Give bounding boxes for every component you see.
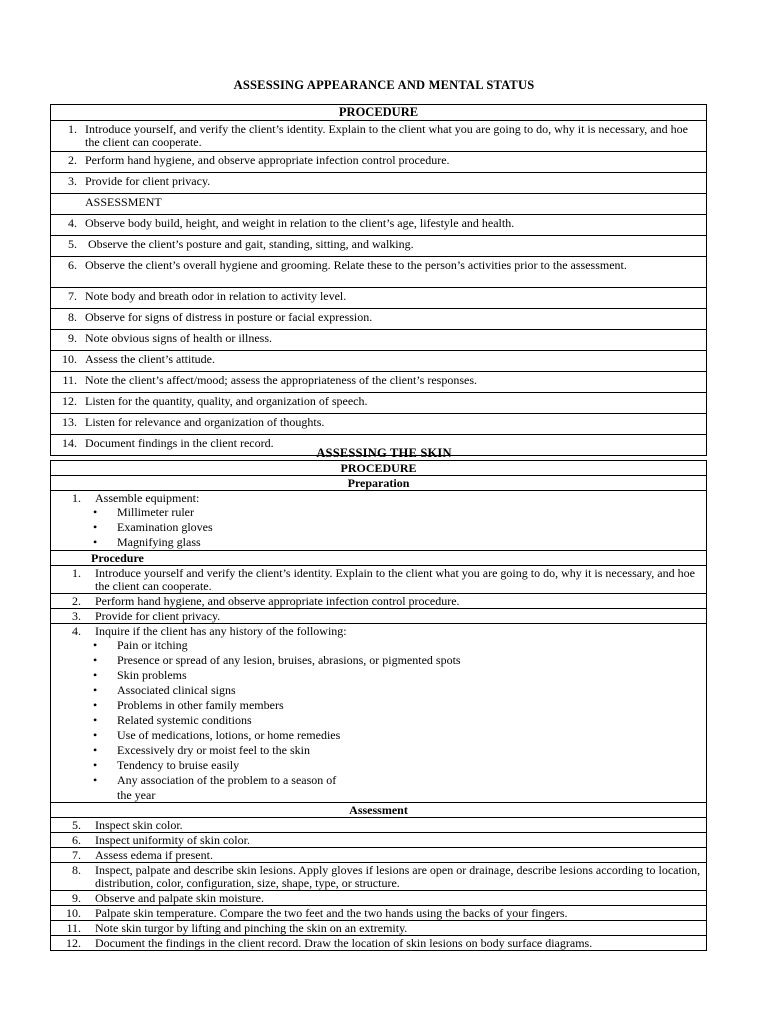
item-number: 6. xyxy=(72,833,81,847)
table-cell xyxy=(51,906,707,921)
item-number: 9. xyxy=(72,891,81,905)
item-number: 6. xyxy=(68,258,77,272)
table-row xyxy=(51,906,707,921)
table-row xyxy=(51,414,707,435)
item-number: 4. xyxy=(72,624,81,638)
table-row xyxy=(51,594,707,609)
item-number: 7. xyxy=(72,848,81,862)
list-item xyxy=(51,624,707,803)
table-cell xyxy=(51,921,707,936)
list-item xyxy=(51,491,707,551)
item-number: 8. xyxy=(72,863,81,877)
bullet-item: • Examination gloves xyxy=(117,520,702,535)
table-cell xyxy=(51,330,707,351)
item-text: Note body and breath odor in relation to activity level. xyxy=(85,289,347,303)
item-text: Observe and palpate skin moisture. xyxy=(95,891,264,905)
bullet-item: • Pain or itching xyxy=(117,638,702,653)
item-text: Listen for the quantity, quality, and organization of speech. xyxy=(85,394,368,408)
item-number: 10. xyxy=(66,906,81,920)
item-number: 12. xyxy=(62,394,77,408)
procedure-label-row xyxy=(51,551,707,566)
item-text: Assess edema if present. xyxy=(95,848,213,862)
item-number: 11. xyxy=(66,921,81,935)
table-row xyxy=(51,330,707,351)
item-text: Inspect skin color. xyxy=(95,818,183,832)
table-cell xyxy=(51,863,707,891)
item-number: 2. xyxy=(68,153,77,167)
table-cell xyxy=(51,351,707,372)
table-header: PROCEDURE xyxy=(51,105,707,121)
table-row xyxy=(51,152,707,173)
list-continuation: the year xyxy=(117,788,156,802)
assessment-label: Assessment xyxy=(51,803,707,818)
item-text: Note the client’s affect/mood; assess the appropriateness of the client’s responses. xyxy=(85,373,478,387)
table-cell xyxy=(51,891,707,906)
table-row xyxy=(51,288,707,309)
item-text: Provide for client privacy. xyxy=(95,609,221,623)
table-cell xyxy=(51,566,707,594)
item-number: 2. xyxy=(72,594,81,608)
inquire-item xyxy=(51,624,707,803)
table-row xyxy=(51,393,707,414)
table-cell xyxy=(51,818,707,833)
table-row xyxy=(51,921,707,936)
table-row xyxy=(51,848,707,863)
table-cell xyxy=(51,393,707,414)
section1-title: ASSESSING APPEARANCE AND MENTAL STATUS xyxy=(233,78,535,92)
item-text: Assess the client’s attitude. xyxy=(85,352,215,366)
item-number: 1. xyxy=(68,122,77,136)
item-text: Inspect uniformity of skin color. xyxy=(95,833,250,847)
item-text: Note obvious signs of health or illness. xyxy=(85,331,272,345)
item-text: Note skin turgor by lifting and pinching the skin on an extremity. xyxy=(95,921,408,935)
table-row xyxy=(51,863,707,891)
bullet-item: • Associated clinical signs xyxy=(117,683,702,698)
table-cell xyxy=(51,173,707,194)
item-number: 3. xyxy=(68,174,77,188)
item-text: Introduce yourself and verify the client’s identity. Explain to the client what you are going to do, why it is necessary, and hoe the client can cooperate. xyxy=(95,566,695,593)
table-row xyxy=(51,194,707,215)
prep-item xyxy=(51,491,707,551)
item-number: 1. xyxy=(72,566,81,580)
table-row xyxy=(51,936,707,951)
item-number: 3. xyxy=(72,609,81,623)
item-number: 1. xyxy=(72,491,81,505)
table-header: PROCEDURE xyxy=(51,461,707,476)
item-text: Listen for relevance and organization of thoughts. xyxy=(85,415,325,429)
equipment-list xyxy=(55,505,702,550)
table-cell xyxy=(51,215,707,236)
table-header-row xyxy=(51,105,707,121)
item-number: 5. xyxy=(68,237,77,251)
table-cell xyxy=(51,609,707,624)
item-number: 12. xyxy=(66,936,81,950)
section2-title: ASSESSING THE SKIN xyxy=(316,446,452,460)
table-row xyxy=(51,257,707,288)
bullet-item: • Problems in other family members xyxy=(117,698,702,713)
bullet-item: • Excessively dry or moist feel to the skin xyxy=(117,743,702,758)
assessment-label-row xyxy=(51,803,707,818)
skin-procedure-table xyxy=(50,460,707,951)
table-cell xyxy=(51,594,707,609)
item-text: Observe body build, height, and weight in relation to the client’s age, lifestyle and health. xyxy=(85,216,515,230)
bullet-item: • Presence or spread of any lesion, bruises, abrasions, or pigmented spots xyxy=(117,653,702,668)
item-number: 9. xyxy=(68,331,77,345)
history-list xyxy=(55,638,702,788)
table-cell xyxy=(51,833,707,848)
table-row xyxy=(51,566,707,594)
table-cell xyxy=(51,236,707,257)
bullet-item: • Millimeter ruler xyxy=(117,505,702,520)
table-row xyxy=(51,173,707,194)
table-cell xyxy=(51,152,707,173)
appearance-procedure-table xyxy=(50,104,707,456)
table-cell xyxy=(51,194,707,215)
item-text: Provide for client privacy. xyxy=(85,174,211,188)
item-text: Perform hand hygiene, and observe appropriate infection control procedure. xyxy=(95,594,460,608)
item-text: Inspect, palpate and describe skin lesions. Apply gloves if lesions are open or drainage, describe lesions according to location, distribution, color, configuration, size, shape, type, or structure. xyxy=(95,863,701,890)
bullet-item: • Tendency to bruise easily xyxy=(117,758,702,773)
table-row xyxy=(51,891,707,906)
item-number: 11. xyxy=(62,373,77,387)
item-text: Observe for signs of distress in posture or facial expression. xyxy=(85,310,373,324)
bullet-item: • Skin problems xyxy=(117,668,702,683)
item-number: 4. xyxy=(68,216,77,230)
table-cell xyxy=(51,309,707,330)
item-text: Observe the client’s overall hygiene and grooming. Relate these to the person’s activities prior to the assessment. xyxy=(85,258,627,272)
table-cell xyxy=(51,372,707,393)
procedure-label: Procedure xyxy=(51,551,707,566)
item-number: 8. xyxy=(68,310,77,324)
item-number: 13. xyxy=(62,415,77,429)
table-row xyxy=(51,309,707,330)
item-text: Observe the client’s posture and gait, standing, sitting, and walking. xyxy=(85,237,414,251)
item-text: Palpate skin temperature. Compare the two feet and the two hands using the backs of your fingers. xyxy=(95,906,568,920)
item-number: 7. xyxy=(68,289,77,303)
table-row xyxy=(51,818,707,833)
item-text: Introduce yourself, and verify the client’s identity. Explain to the client what you are going to do, why it is necessary, and hoe the client can cooperate. xyxy=(85,122,688,149)
item-text: Assemble equipment: xyxy=(95,491,200,505)
item-number: 5. xyxy=(72,818,81,832)
item-text: Inquire if the client has any history of the following: xyxy=(95,624,347,638)
table-cell xyxy=(51,848,707,863)
bullet-item: • Magnifying glass xyxy=(117,535,702,550)
table-row xyxy=(51,609,707,624)
bullet-item: • Any association of the problem to a season of xyxy=(117,773,702,788)
table-row xyxy=(51,833,707,848)
item-text: ASSESSMENT xyxy=(85,195,162,209)
preparation-row xyxy=(51,476,707,491)
table-row xyxy=(51,121,707,152)
item-text: Perform hand hygiene, and observe appropriate infection control procedure. xyxy=(85,153,450,167)
item-number: 10. xyxy=(62,352,77,366)
table-cell xyxy=(51,414,707,435)
table-row xyxy=(51,372,707,393)
table-cell xyxy=(51,936,707,951)
table-cell xyxy=(51,288,707,309)
table-row xyxy=(51,351,707,372)
item-number: 14. xyxy=(62,436,77,450)
table-row xyxy=(51,236,707,257)
bullet-item: • Related systemic conditions xyxy=(117,713,702,728)
item-text: Document findings in the client record. xyxy=(85,436,274,450)
table-cell xyxy=(51,257,707,288)
table-cell xyxy=(51,121,707,152)
preparation-label: Preparation xyxy=(51,476,707,491)
table-row xyxy=(51,215,707,236)
bullet-item: • Use of medications, lotions, or home remedies xyxy=(117,728,702,743)
table-header-row xyxy=(51,461,707,476)
item-text: Document the findings in the client record. Draw the location of skin lesions on body surface diagrams. xyxy=(95,936,593,950)
